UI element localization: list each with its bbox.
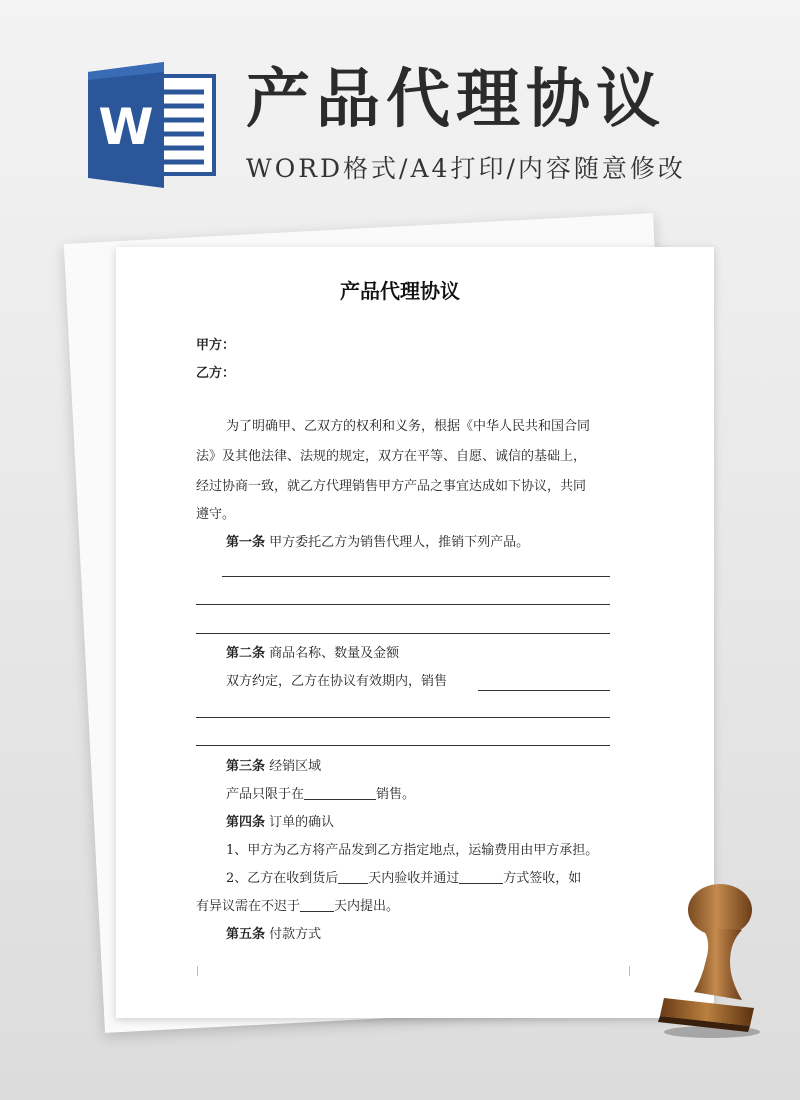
text-segment: 2、乙方在收到货后 <box>226 871 339 886</box>
article-text: 付款方式 <box>269 927 322 942</box>
fill-in-line <box>196 745 610 746</box>
header <box>0 0 800 210</box>
rubber-stamp-icon <box>650 880 770 1040</box>
document-title: 产品代理协议 <box>340 279 460 303</box>
blank-field <box>459 869 503 884</box>
text-segment: 方式签收，如 <box>503 871 582 886</box>
article-text: 甲方委托乙方为销售代理人，推销下列产品。 <box>269 535 530 550</box>
article-3-body <box>226 785 415 805</box>
preamble-line: 为了明确甲、乙双方的权利和义务，根据《中华人民共和国合同 <box>226 419 591 434</box>
party-b-label: 乙方： <box>196 366 236 381</box>
party-a-label: 甲方： <box>196 338 236 353</box>
article-4-item-2 <box>226 869 581 889</box>
article-2 <box>226 644 399 664</box>
article-label: 第二条 <box>226 646 266 661</box>
fill-in-line <box>196 633 610 634</box>
article-4 <box>226 813 334 833</box>
text-segment: 有异议需在不迟于 <box>196 899 301 914</box>
article-label: 第四条 <box>226 815 266 830</box>
blank-field <box>338 869 368 884</box>
article-4-item-1: 1、甲方为乙方将产品发到乙方指定地点，运输费用由甲方承担。 <box>226 843 599 858</box>
preamble-line: 遵守。 <box>196 507 236 522</box>
word-document-icon <box>88 62 218 188</box>
text-segment: 天内提出。 <box>334 899 400 914</box>
article-3 <box>226 757 321 777</box>
text-segment: 销售。 <box>376 787 416 802</box>
article-text: 经销区域 <box>269 759 322 774</box>
article-5 <box>226 925 321 945</box>
text-segment: 产品只限于在 <box>226 787 305 802</box>
fill-in-line <box>222 576 610 577</box>
page-title: 产品代理协议 <box>246 63 666 137</box>
logo-letter: W <box>98 98 154 156</box>
preamble-line: 经过协商一致，就乙方代理销售甲方产品之事宜达成如下协议，共同 <box>196 479 587 494</box>
blank-field <box>300 897 334 912</box>
article-1 <box>226 533 529 553</box>
article-label: 第五条 <box>226 927 266 942</box>
article-label: 第三条 <box>226 759 266 774</box>
article-text: 订单的确认 <box>269 815 335 830</box>
page-subtitle: WORD格式/A4打印/内容随意修改 <box>246 154 686 183</box>
text-segment: 天内验收并通过 <box>368 871 460 886</box>
margin-mark <box>629 966 630 976</box>
fill-in-line <box>478 690 610 691</box>
margin-mark <box>197 966 198 976</box>
blank-field <box>304 785 376 800</box>
article-text: 商品名称、数量及金额 <box>269 646 400 661</box>
article-4-item-2-cont <box>196 897 399 917</box>
article-2-body: 双方约定，乙方在协议有效期内，销售 <box>226 674 448 689</box>
article-label: 第一条 <box>226 535 266 550</box>
fill-in-line <box>196 604 610 605</box>
fill-in-line <box>196 717 610 718</box>
preamble-line: 法》及其他法律、法规的规定，双方在平等、自愿、诚信的基础上， <box>196 449 587 464</box>
